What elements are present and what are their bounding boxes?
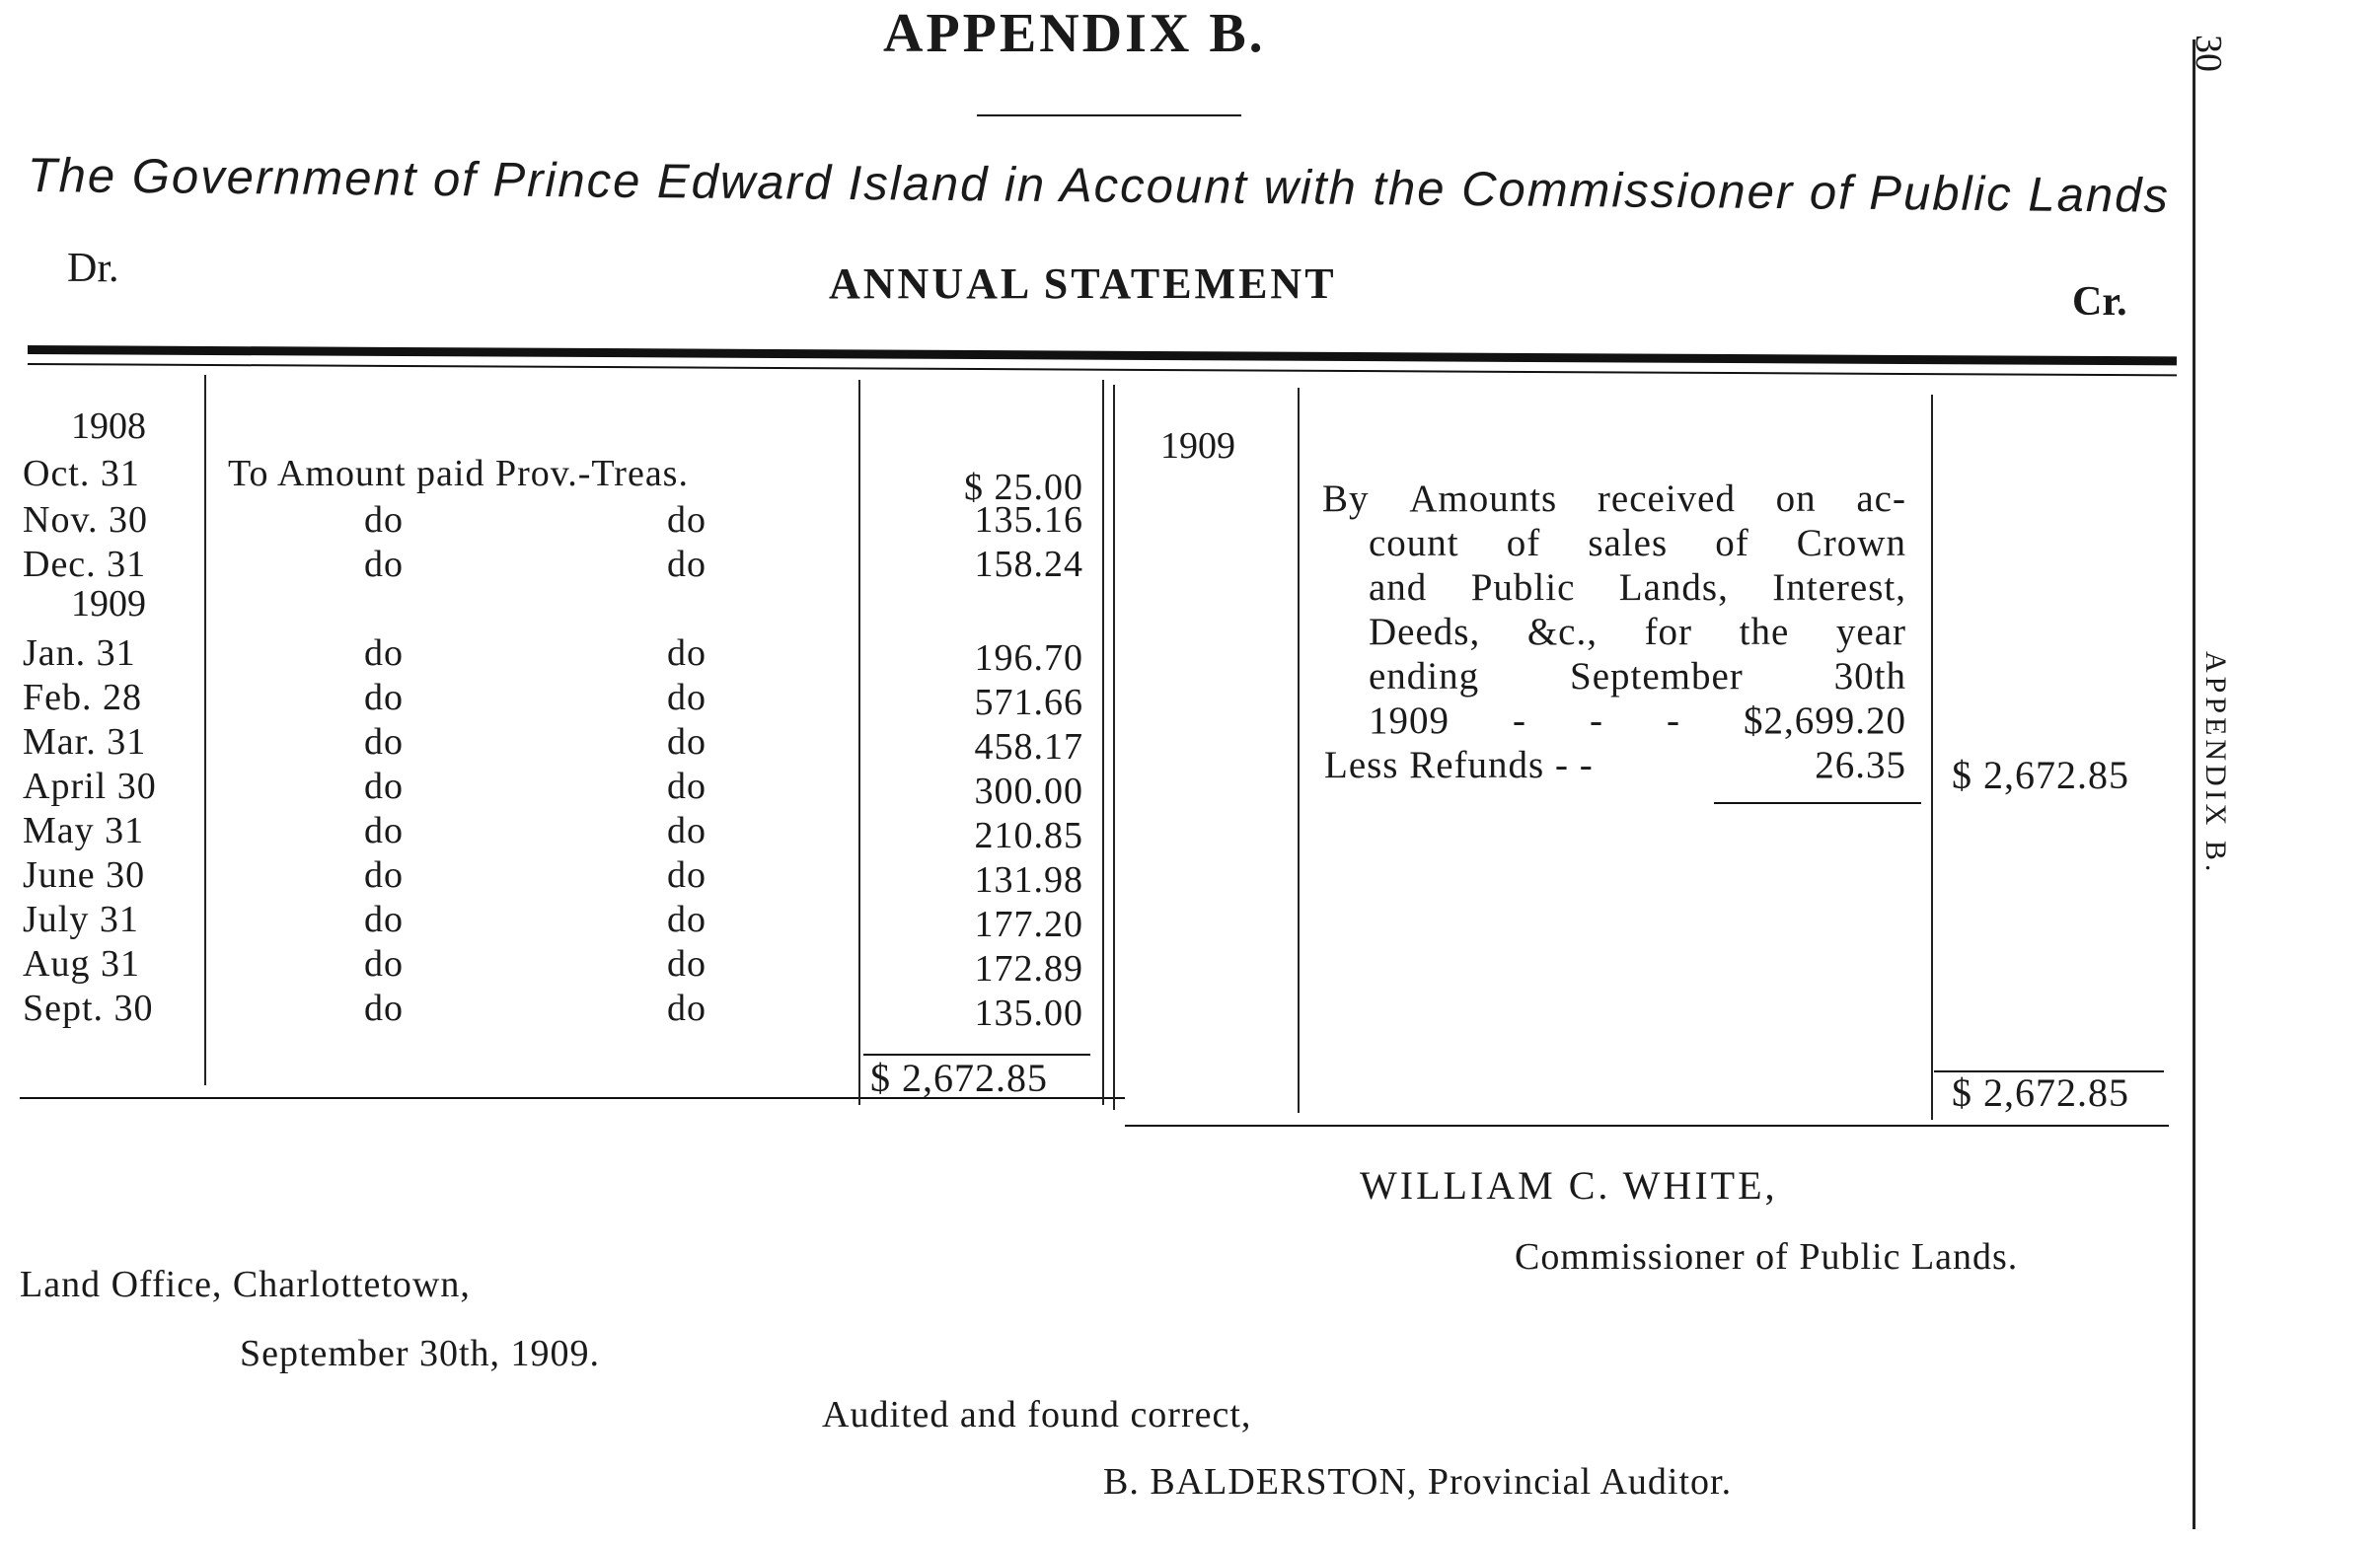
row-date: April 30 bbox=[23, 766, 157, 807]
debit-row-mar bbox=[18, 720, 1101, 768]
debit-row-june bbox=[18, 853, 1101, 901]
row-date: Mar. 31 bbox=[23, 721, 147, 763]
ditto-mark: do bbox=[667, 499, 707, 541]
table-top-thin-rule bbox=[28, 363, 2177, 376]
place-line: Land Office, Charlottetown, bbox=[20, 1264, 471, 1305]
auditor-line: B. BALDERSTON, Provincial Auditor. bbox=[1103, 1461, 1733, 1503]
credit-line bbox=[1324, 699, 1906, 743]
ditto-mark: do bbox=[364, 544, 404, 585]
credit-word: for bbox=[1644, 611, 1693, 653]
debit-row-feb bbox=[18, 676, 1101, 723]
ditto-mark: do bbox=[364, 854, 404, 896]
credit-word: September bbox=[1570, 655, 1744, 698]
ditto-mark: do bbox=[364, 988, 404, 1029]
ditto-mark: do bbox=[667, 943, 707, 985]
credit-word: Amounts bbox=[1409, 478, 1558, 520]
ditto-mark: do bbox=[364, 899, 404, 940]
refunds-label: Less Refunds - - bbox=[1324, 744, 1594, 786]
audit-line: Audited and found correct, bbox=[822, 1394, 1252, 1435]
credit-label: Cr. bbox=[2072, 279, 2127, 325]
ditto-mark: do bbox=[667, 544, 707, 585]
date-line: September 30th, 1909. bbox=[240, 1333, 601, 1374]
credit-amount: $ 2,672.85 bbox=[1952, 753, 2129, 797]
credit-line bbox=[1324, 521, 1906, 565]
row-amount: $ 25.00 bbox=[964, 467, 1083, 508]
credit-date-column-rule bbox=[1298, 388, 1300, 1113]
signer-name: WILLIAM C. WHITE, bbox=[1360, 1163, 1778, 1208]
document-subtitle: The Government of Prince Edward Island in Account with the Commissioner of Public Lands bbox=[27, 148, 2171, 223]
ditto-mark: do bbox=[364, 766, 404, 807]
debit-year-1908: 1908 bbox=[71, 405, 146, 447]
ditto-mark: do bbox=[667, 721, 707, 763]
ditto-mark: do bbox=[364, 721, 404, 763]
refunds-amount: 26.35 bbox=[1815, 744, 1906, 786]
statement-title: ANNUAL STATEMENT bbox=[829, 259, 1337, 308]
row-date: July 31 bbox=[23, 899, 139, 940]
ditto-mark: do bbox=[667, 988, 707, 1029]
credit-word: - bbox=[1513, 699, 1526, 742]
credit-line bbox=[1324, 565, 1906, 610]
refunds-rule bbox=[1714, 802, 1921, 804]
row-date: Dec. 31 bbox=[23, 544, 147, 585]
credit-bottom-rule bbox=[1125, 1125, 2169, 1127]
row-amount: 131.98 bbox=[974, 859, 1083, 901]
credit-word: $2,699.20 bbox=[1744, 699, 1906, 742]
credit-line bbox=[1324, 654, 1906, 699]
credit-total: $ 2,672.85 bbox=[1952, 1070, 2129, 1115]
credit-word: ending bbox=[1369, 655, 1480, 698]
ditto-mark: do bbox=[667, 899, 707, 940]
credit-word: By bbox=[1322, 478, 1370, 520]
row-amount: 135.00 bbox=[974, 993, 1083, 1034]
credit-word: of bbox=[1715, 522, 1749, 564]
row-amount: 196.70 bbox=[974, 637, 1083, 679]
credit-word: received bbox=[1597, 478, 1736, 520]
row-amount: 172.89 bbox=[974, 948, 1083, 990]
credit-word: sales bbox=[1588, 522, 1669, 564]
heading-rule bbox=[977, 114, 1241, 116]
row-date: Sept. 30 bbox=[23, 988, 154, 1029]
row-description: To Amount paid Prov.-Treas. bbox=[228, 453, 689, 494]
ditto-mark: do bbox=[667, 677, 707, 718]
credit-word: and bbox=[1369, 566, 1428, 609]
credit-word: Lands, bbox=[1618, 566, 1729, 609]
row-date: Oct. 31 bbox=[23, 453, 140, 494]
row-date: Jan. 31 bbox=[23, 632, 136, 674]
row-amount: 458.17 bbox=[974, 726, 1083, 768]
debit-amount-right-rule bbox=[1102, 380, 1104, 1105]
debit-row-aug bbox=[18, 942, 1101, 990]
debit-row-oct bbox=[18, 452, 1101, 508]
credit-word: Public bbox=[1470, 566, 1576, 609]
row-amount: 135.16 bbox=[974, 499, 1083, 541]
credit-word: Crown bbox=[1796, 522, 1906, 564]
ditto-mark: do bbox=[364, 810, 404, 851]
credit-word: Interest, bbox=[1772, 566, 1906, 609]
ditto-mark: do bbox=[364, 943, 404, 985]
row-amount: 177.20 bbox=[974, 904, 1083, 945]
page-margin-rule bbox=[2193, 39, 2195, 1529]
ditto-mark: do bbox=[667, 632, 707, 674]
credit-word: &c., bbox=[1526, 611, 1598, 653]
credit-word: on bbox=[1775, 478, 1817, 520]
credit-word: - bbox=[1590, 699, 1603, 742]
row-amount: 300.00 bbox=[974, 771, 1083, 812]
ditto-mark: do bbox=[364, 677, 404, 718]
debit-total: $ 2,672.85 bbox=[870, 1056, 1048, 1100]
debit-row-dec bbox=[18, 543, 1101, 587]
appendix-heading: APPENDIX B. bbox=[883, 3, 1266, 64]
row-date: Feb. 28 bbox=[23, 677, 142, 718]
row-amount: 210.85 bbox=[974, 815, 1083, 856]
credit-word: 30th bbox=[1833, 655, 1906, 698]
debit-row-sept bbox=[18, 987, 1101, 1034]
credit-year: 1909 bbox=[1160, 425, 1235, 467]
credit-word: count bbox=[1369, 522, 1459, 564]
credit-word: - bbox=[1667, 699, 1680, 742]
debit-year-1909: 1909 bbox=[71, 583, 146, 625]
table-top-heavy-rule bbox=[28, 345, 2177, 365]
credit-word: Deeds, bbox=[1369, 611, 1481, 653]
debit-row-april bbox=[18, 765, 1101, 812]
credit-refunds-line bbox=[1324, 743, 1906, 787]
debit-row-july bbox=[18, 898, 1101, 945]
row-date: Nov. 30 bbox=[23, 499, 148, 541]
signer-title: Commissioner of Public Lands. bbox=[1515, 1236, 2019, 1278]
page-number: 30 bbox=[2188, 35, 2229, 72]
ditto-mark: do bbox=[667, 854, 707, 896]
credit-description bbox=[1324, 477, 1906, 787]
row-date: Aug 31 bbox=[23, 943, 140, 985]
credit-line bbox=[1324, 610, 1906, 654]
row-amount: 571.66 bbox=[974, 682, 1083, 723]
row-amount: 158.24 bbox=[974, 544, 1083, 585]
side-appendix-label: APPENDIX B. bbox=[2199, 651, 2232, 876]
row-date: June 30 bbox=[23, 854, 146, 896]
row-date: May 31 bbox=[23, 810, 145, 851]
credit-word: ac- bbox=[1856, 478, 1906, 520]
debit-row-nov bbox=[18, 498, 1101, 543]
center-double-rule bbox=[1113, 385, 1115, 1110]
debit-label: Dr. bbox=[67, 246, 119, 291]
ditto-mark: do bbox=[364, 632, 404, 674]
credit-word: the bbox=[1739, 611, 1790, 653]
ditto-mark: do bbox=[667, 810, 707, 851]
credit-word: year bbox=[1835, 611, 1906, 653]
debit-row-jan bbox=[18, 631, 1101, 679]
credit-line bbox=[1322, 477, 1906, 521]
credit-word: 1909 bbox=[1369, 699, 1450, 742]
ditto-mark: do bbox=[364, 499, 404, 541]
ditto-mark: do bbox=[667, 766, 707, 807]
credit-word: of bbox=[1506, 522, 1541, 564]
debit-row-may bbox=[18, 809, 1101, 856]
credit-amount-left-rule bbox=[1931, 395, 1933, 1120]
